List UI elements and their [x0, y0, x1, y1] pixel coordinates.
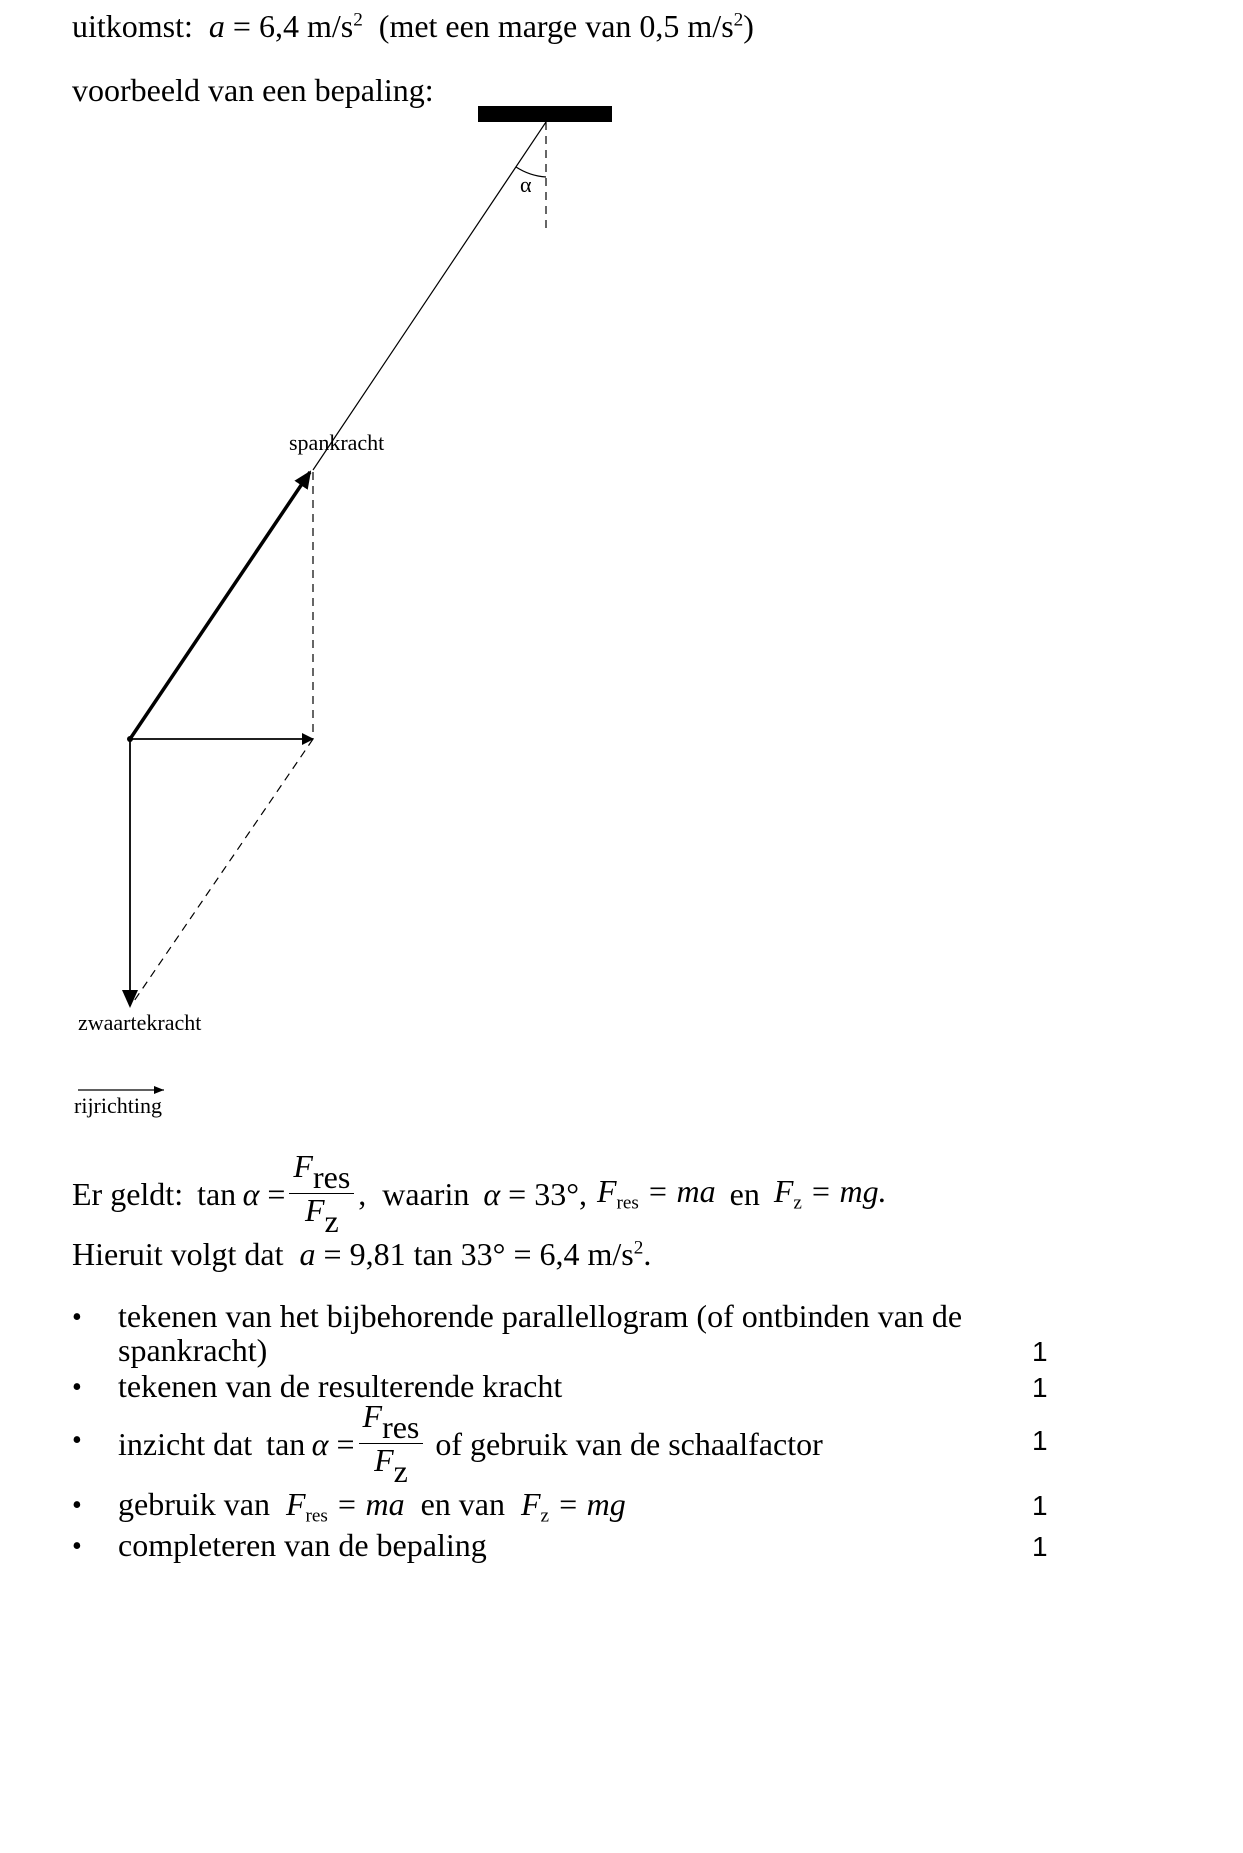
result-label: uitkomst: — [72, 8, 193, 44]
result-value: 6,4 — [258, 8, 299, 44]
calc-fres-eq: $F_{res}$ = ma — [596, 1172, 716, 1214]
criterion-2-text: tekenen van de resulterende kracht — [118, 1368, 563, 1404]
ceiling-bar — [478, 106, 612, 122]
calc-fz-eq: $F_z$ = mg. — [773, 1172, 887, 1214]
tension-label: spankracht — [289, 430, 385, 455]
parallelogram-dashed-diagonal — [132, 739, 313, 1004]
rope-line — [313, 122, 546, 470]
calc-tan-alpha: tan α = — [197, 1175, 286, 1212]
calc-waarin: waarin — [382, 1175, 470, 1212]
criterion-5-text: completeren van de bepaling — [118, 1527, 487, 1563]
bullet: • — [72, 1372, 82, 1403]
calc-fraction: $\frac{\text{Fres}}{Fz}$ — [289, 1150, 354, 1237]
calculation-line-1 — [72, 1148, 887, 1240]
criterion-3-score: 1 — [1032, 1425, 1048, 1456]
driving-direction-label: rijrichting — [74, 1093, 162, 1118]
calc2-expression: = 9,81 tan 33° = 6,4 $m/s^2$. — [323, 1236, 652, 1272]
bullet: • — [72, 1490, 82, 1521]
result-variable: a — [200, 8, 225, 44]
calc-prefix: Er geldt: — [72, 1175, 184, 1212]
calc-en: en — [729, 1175, 760, 1212]
calc2-variable: a — [291, 1236, 316, 1272]
bullet: • — [72, 1531, 82, 1562]
attachment-point — [127, 736, 133, 742]
bullet: • — [72, 1302, 82, 1333]
calc-alpha-eq: α = 33°, — [483, 1175, 587, 1212]
calc2-prefix: Hieruit volgt dat — [72, 1236, 284, 1272]
criterion-1-line-2: spankracht) — [118, 1332, 268, 1368]
criterion-5-score: 1 — [1032, 1531, 1048, 1562]
result-unit: $m/s^2$ — [306, 8, 363, 44]
tension-force-arrow — [130, 472, 310, 739]
criterion-4-text: gebruik van $F_{res}$ = ma en van $F_z$ = mg — [118, 1486, 626, 1527]
criterion-1-score: 1 — [1032, 1336, 1048, 1367]
calculation-line-2 — [72, 1238, 651, 1270]
criterion-4-score: 1 — [1032, 1490, 1048, 1521]
criterion-3-fraction: $\frac{\text{Fres}}{Fz}$ — [359, 1400, 424, 1487]
criterion-3-text: inzicht dat tan α = $\frac{\text{Fres}}{Fz}$ of gebruik van de schaalfactor — [118, 1398, 823, 1490]
example-heading: voorbeeld van een bepaling: — [72, 72, 434, 108]
result-margin: (met een marge van 0,5 $m/s^2$) — [378, 8, 754, 44]
angle-label: α — [520, 172, 532, 197]
criterion-2-score: 1 — [1032, 1372, 1048, 1403]
calc-comma: , — [358, 1175, 383, 1212]
gravity-label: zwaartekracht — [78, 1010, 202, 1035]
result-equals: = — [232, 8, 251, 44]
criterion-1-line-1: tekenen van het bijbehorende parallellogram (of ontbinden van de — [118, 1298, 963, 1334]
bullet: • — [72, 1425, 82, 1456]
